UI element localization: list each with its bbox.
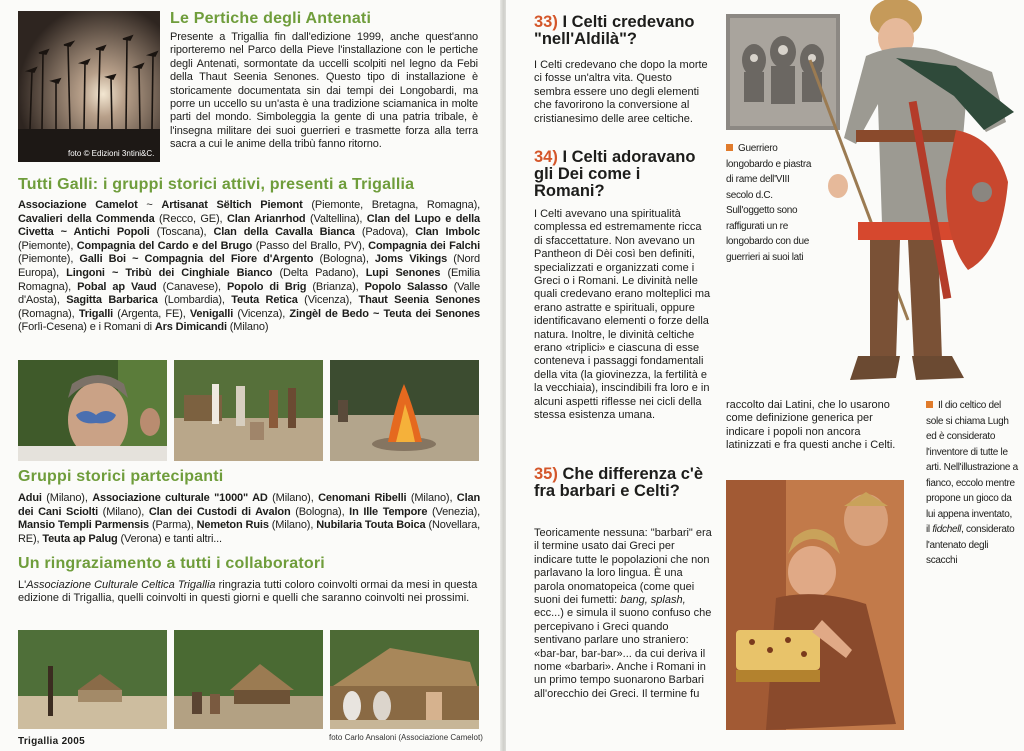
footer-photo-credit: foto Carlo Ansaloni (Associazione Camelot) [329,733,483,742]
group-name: Nemeton Ruis [196,519,269,532]
group-name: Clan della Cavalla Bianca [213,226,355,239]
q35-body-2: ecc...) e simula il suono confuso che percepivano i Greci quando sentivano parlare uno straniero: «bar-bar, bar-bar»... da cui deriva il nome «barbari». Anche i Romani in un primo tempo suonarono Barbari all'orecchio dei Greci. Il termine fu [534,607,712,700]
thanks-body-pre: L' [18,579,27,591]
group-place: (Piemonte) [18,253,71,266]
group-place: (Canavese) [156,280,219,293]
group-place: (Argenta, FE) [113,307,183,320]
group-sep: ~ [137,199,162,211]
group-name: Teuta Retica [231,294,298,307]
group-name: Clan Arianrhod [226,212,306,225]
group-name: Clan del Lupo e della Civetta ~ Antichi Popoli [18,212,481,239]
group-place: (Lombardia) [157,294,222,307]
caption-bullet-2 [926,401,933,408]
lugh-fidchell-illustration [726,480,904,730]
lugh-caption-text: Il dio celtico del sole si chiama Lugh ed è considerato l'inventore di tutte le arti. Nell'illustrazione a fianco, eccolo mentre propone un gioco da lui appena inventato, il [926,400,1018,535]
q35-body [534,527,712,701]
group-place: (Milano) [268,519,311,532]
group-name: Lingoni ~ Tribù dei Cinghiale Bianco [66,266,273,279]
group-place: (Bologna) [290,505,342,518]
thanks-body [18,579,480,606]
thanks-org: Associazione Culturale Celtica Trigallia [26,579,216,591]
group-name: Mansio Templi Parmensis [18,519,149,532]
group-name: Associazione culturale "1000" AD [92,492,268,504]
camp-people-photo [174,360,323,461]
group-name: Galli Boi ~ Compagnia del Fiore d'Argento [79,253,314,266]
q34-body: I Celti avevano una spiritualità complessa ed estremamente ricca di sfaccettature. Non avevano un Pantheon di Dèi così ben definiti, specializzati e organizzati come i Greci o i Romani. Le divinità nelle quali credevano erano molteplici ma erano astratte e spirituali, oppure identificavano elementi o forze della natura. Inoltre, le divinità celtiche erano «triplici» e ciascuna di esse conteneva i passaggi fondamentali della vita (la giovinezza, la fertilità e la vecchiaia), inscindibili fra loro e in alcuni aspetti riflesse nei cicli della stessa esistenza umana. [534,208,711,422]
caption-bullet [726,144,733,151]
group-name: Pobal ap Vaud [77,280,157,293]
q34-number: 34) [534,148,558,166]
group-name: Ars Dimicandi [154,321,227,334]
group-name: Cenomani Ribelli [318,492,407,504]
left-page [0,0,502,751]
q33-body: I Celti credevano che dopo la morte ci fosse un'altra vita. Questo sembra essere uno degli elementi che favorirono la conversione al cristianesimo delle aree celtiche. [534,59,708,125]
q35-title: Che differenza c'è fra barbari e Celti? [534,465,704,500]
right-page [506,0,1024,751]
group-place: (Toscana) [149,226,204,239]
group-place: (Padova) [354,226,406,239]
group-place: (Valtellina) [305,212,360,225]
village-hut-photo [174,630,323,729]
group-name: Clan dei Custodi di Avalon [148,505,291,518]
lugh-caption [926,398,1018,569]
group-place: (Milano) [226,321,269,334]
intro-heading: Le Pertiche degli Antenati [170,10,372,27]
thanks-body-post: ringrazia tutti coloro coinvolti ormai da mesi in questa edizione di Trigallia, quelli coinvolti in questi giorni e quelli che saranno coinvolti nei prossimi. [18,579,478,605]
group-tail: e tanti altri... [161,532,222,545]
group-place: (Vicenza) [233,307,283,320]
group-place: (Emilia Romagna) [18,266,481,293]
group-name: Venigalli [189,307,234,320]
poles-sunset-photo [18,11,160,162]
groups-partecipating-list: Adui (Milano), Associazione culturale "1000" AD (Milano), Cenomani Ribelli (Milano), Clan dei Cani Sciolti (Milano), Clan dei Custodi di Avalon (Bologna), In Ille Tempore (Venezia), Mansio Templi Parmensis (Parma), Nemeton Ruis (Milano), Nubilaria Touta Boica (Novellara, RE), Teuta ap Palug (Verona) e tanti altri... [18,492,481,545]
warrior-caption-text: Guerriero longobardo e piastra di rame dell'VIII secolo d.C. Sull'oggetto sono raffigurati un re longobardo con due guerrieri ai suoi lati [726,143,812,263]
group-name: Popolo di Brig [227,280,307,293]
group-place: (Novellara, RE) [18,519,480,545]
group-place: (Verona) [117,532,162,545]
q33-heading [534,14,704,48]
lugh-caption-italic: fidchell [932,524,962,535]
groups-active-heading: Tutti Galli: i gruppi storici attivi, presenti a Trigallia [18,176,415,193]
group-name: Cavalieri della Commenda [18,212,155,225]
group-name: In Ille Tempore [349,505,428,518]
q34-heading [534,149,706,200]
group-place: (Milano) [41,492,85,504]
q33-title: I Celti credevano "nell'Aldilà"? [534,13,695,48]
group-place: (Brianza) [306,280,356,293]
group-name: Associazione Camelot [18,199,138,211]
group-name: Joms Vikings [374,253,448,266]
group-place: (Delta Padano) [272,266,356,279]
group-place: (Romagna) [18,307,72,320]
thanks-heading: Un ringraziamento a tutti i collaboratori [18,555,325,572]
groups-partecipating-heading: Gruppi storici partecipanti [18,468,224,485]
group-name: Teuta ap Palug [42,532,118,545]
q35-body-1: Teoricamente nessuna: "barbari" era il termine usato dai Greci per indicare tutte le popolazioni che non parlavano la loro lingua. È una parola onomatopeica (come quei suoni dei fumetti: [534,527,712,607]
group-place: (Piemonte, Bretagna, Romagna) [302,199,478,211]
q35-continuation: raccolto dai Latini, che lo usarono come definizione generica per indicare i popoli non ancora latinizzati e fra questi anche i Celti. [726,399,896,452]
group-name: Sagitta Barbarica [66,294,158,307]
group-name: Artisanat Sëltich Piemont [161,199,303,211]
folio: Trigallia 2005 [18,736,86,747]
group-name: Adui [18,492,42,504]
q34-title: I Celti adoravano gli Dei come i Romani? [534,148,696,200]
group-place: (Piemonte) [18,239,71,252]
lugh-caption-end: , considerato l'antenato degli scacchi [926,524,1015,566]
group-place: (Vicenza) [297,294,350,307]
group-place: (Nord Europa) [18,253,480,279]
park-camp-photo [18,630,167,729]
group-place: (Forlì-Cesena) [18,321,87,334]
q35-heading [534,466,708,500]
bonfire-photo [330,360,479,461]
q35-body-italic: bang, splash, [620,594,686,607]
group-place: (Venezia) [427,505,478,518]
group-name: Clan Imbolc [415,226,481,239]
group-prefix: e i Romani di [89,321,155,334]
group-place: (Milano) [98,505,142,518]
group-name: Trigalli [78,307,114,320]
groups-active-list: Associazione Camelot ~ Artisanat Sëltich Piemont (Piemonte, Bretagna, Romagna), Cavalieri della Commenda (Recco, GE), Clan Arianrhod (Valtellina), Clan del Lupo e della Civetta ~ Antichi Popoli (Toscana), Clan della Cavalla Bianca (Padova), Clan Imbolc (Piemonte), Compagnia del Cardo e del Brugo (Passo del Brallo, PV), Compagnia dei Falchi (Piemonte), Galli Boi ~ Compagnia del Fiore d'Argento (Bologna), Joms Vikings (Nord Europa), Lingoni ~ Tribù dei Cinghiale Bianco (Delta Padano), Lupi Senones (Emilia Romagna), Pobal ap Vaud (Canavese), Popolo di Brig (Brianza), Popolo Salasso (Valle d'Aosta), Sagitta Barbarica (Lombardia), Teuta Retica (Vicenza), Thaut Seenia Senones (Romagna), Trigalli (Argenta, FE), Venigalli (Vicenza), Zingèl de Bedo ~ Teuta dei Senones (Forlì-Cesena) e i Romani di Ars Dimicandi (Milano) [18,199,481,334]
q35-number: 35) [534,465,558,483]
group-name: Compagnia del Cardo e del Brugo [76,239,253,252]
photo-credit: foto © Edizioni 3ntini&C. [68,149,155,158]
group-name: Zingèl de Bedo ~ Teuta dei Senones [289,307,480,320]
longobard-warrior-illustration [796,0,1024,390]
group-place: (Milano) [406,492,450,504]
intro-body: Presente a Trigallia fin dall'edizione 1999, anche quest'anno riporteremo nel Parco della Pieve l'installazione con le pertiche degli Antenati, sormontate da uccelli scolpiti nel legno da Febi della Thaut Seenia Senones. Questo tipo di installazione è storicamente documentata sin dai tempi dei Longobardi, ma porre un uccello su un'asta è una tradizione sciamanica in molte parti del mondo. Simboleggia la gente di una patria tribale, è l'insegna militare dei suoi guerrieri e trasmette forza alla terra sacra a cui le anime della tribù fanno ritorno. [170,31,478,151]
group-name: Nubilaria Touta Boica [316,519,426,532]
group-name: Popolo Salasso [364,280,448,293]
group-name: Thaut Seenia Senones [358,294,481,307]
group-place: (Valle d'Aosta) [18,280,481,307]
group-place: (Recco, GE) [154,212,220,225]
group-name: Compagnia dei Falchi [368,239,481,252]
face-painting-photo [18,360,167,461]
q33-number: 33) [534,13,558,31]
group-place: (Parma) [149,519,191,532]
group-place: (Passo del Brallo, PV) [252,239,362,252]
thatched-hut-shields-photo [330,630,479,729]
group-name: Lupi Senones [365,266,441,279]
group-place: (Bologna) [313,253,366,266]
group-place: (Milano) [267,492,311,504]
group-name: Clan dei Cani Sciolti [18,492,481,518]
